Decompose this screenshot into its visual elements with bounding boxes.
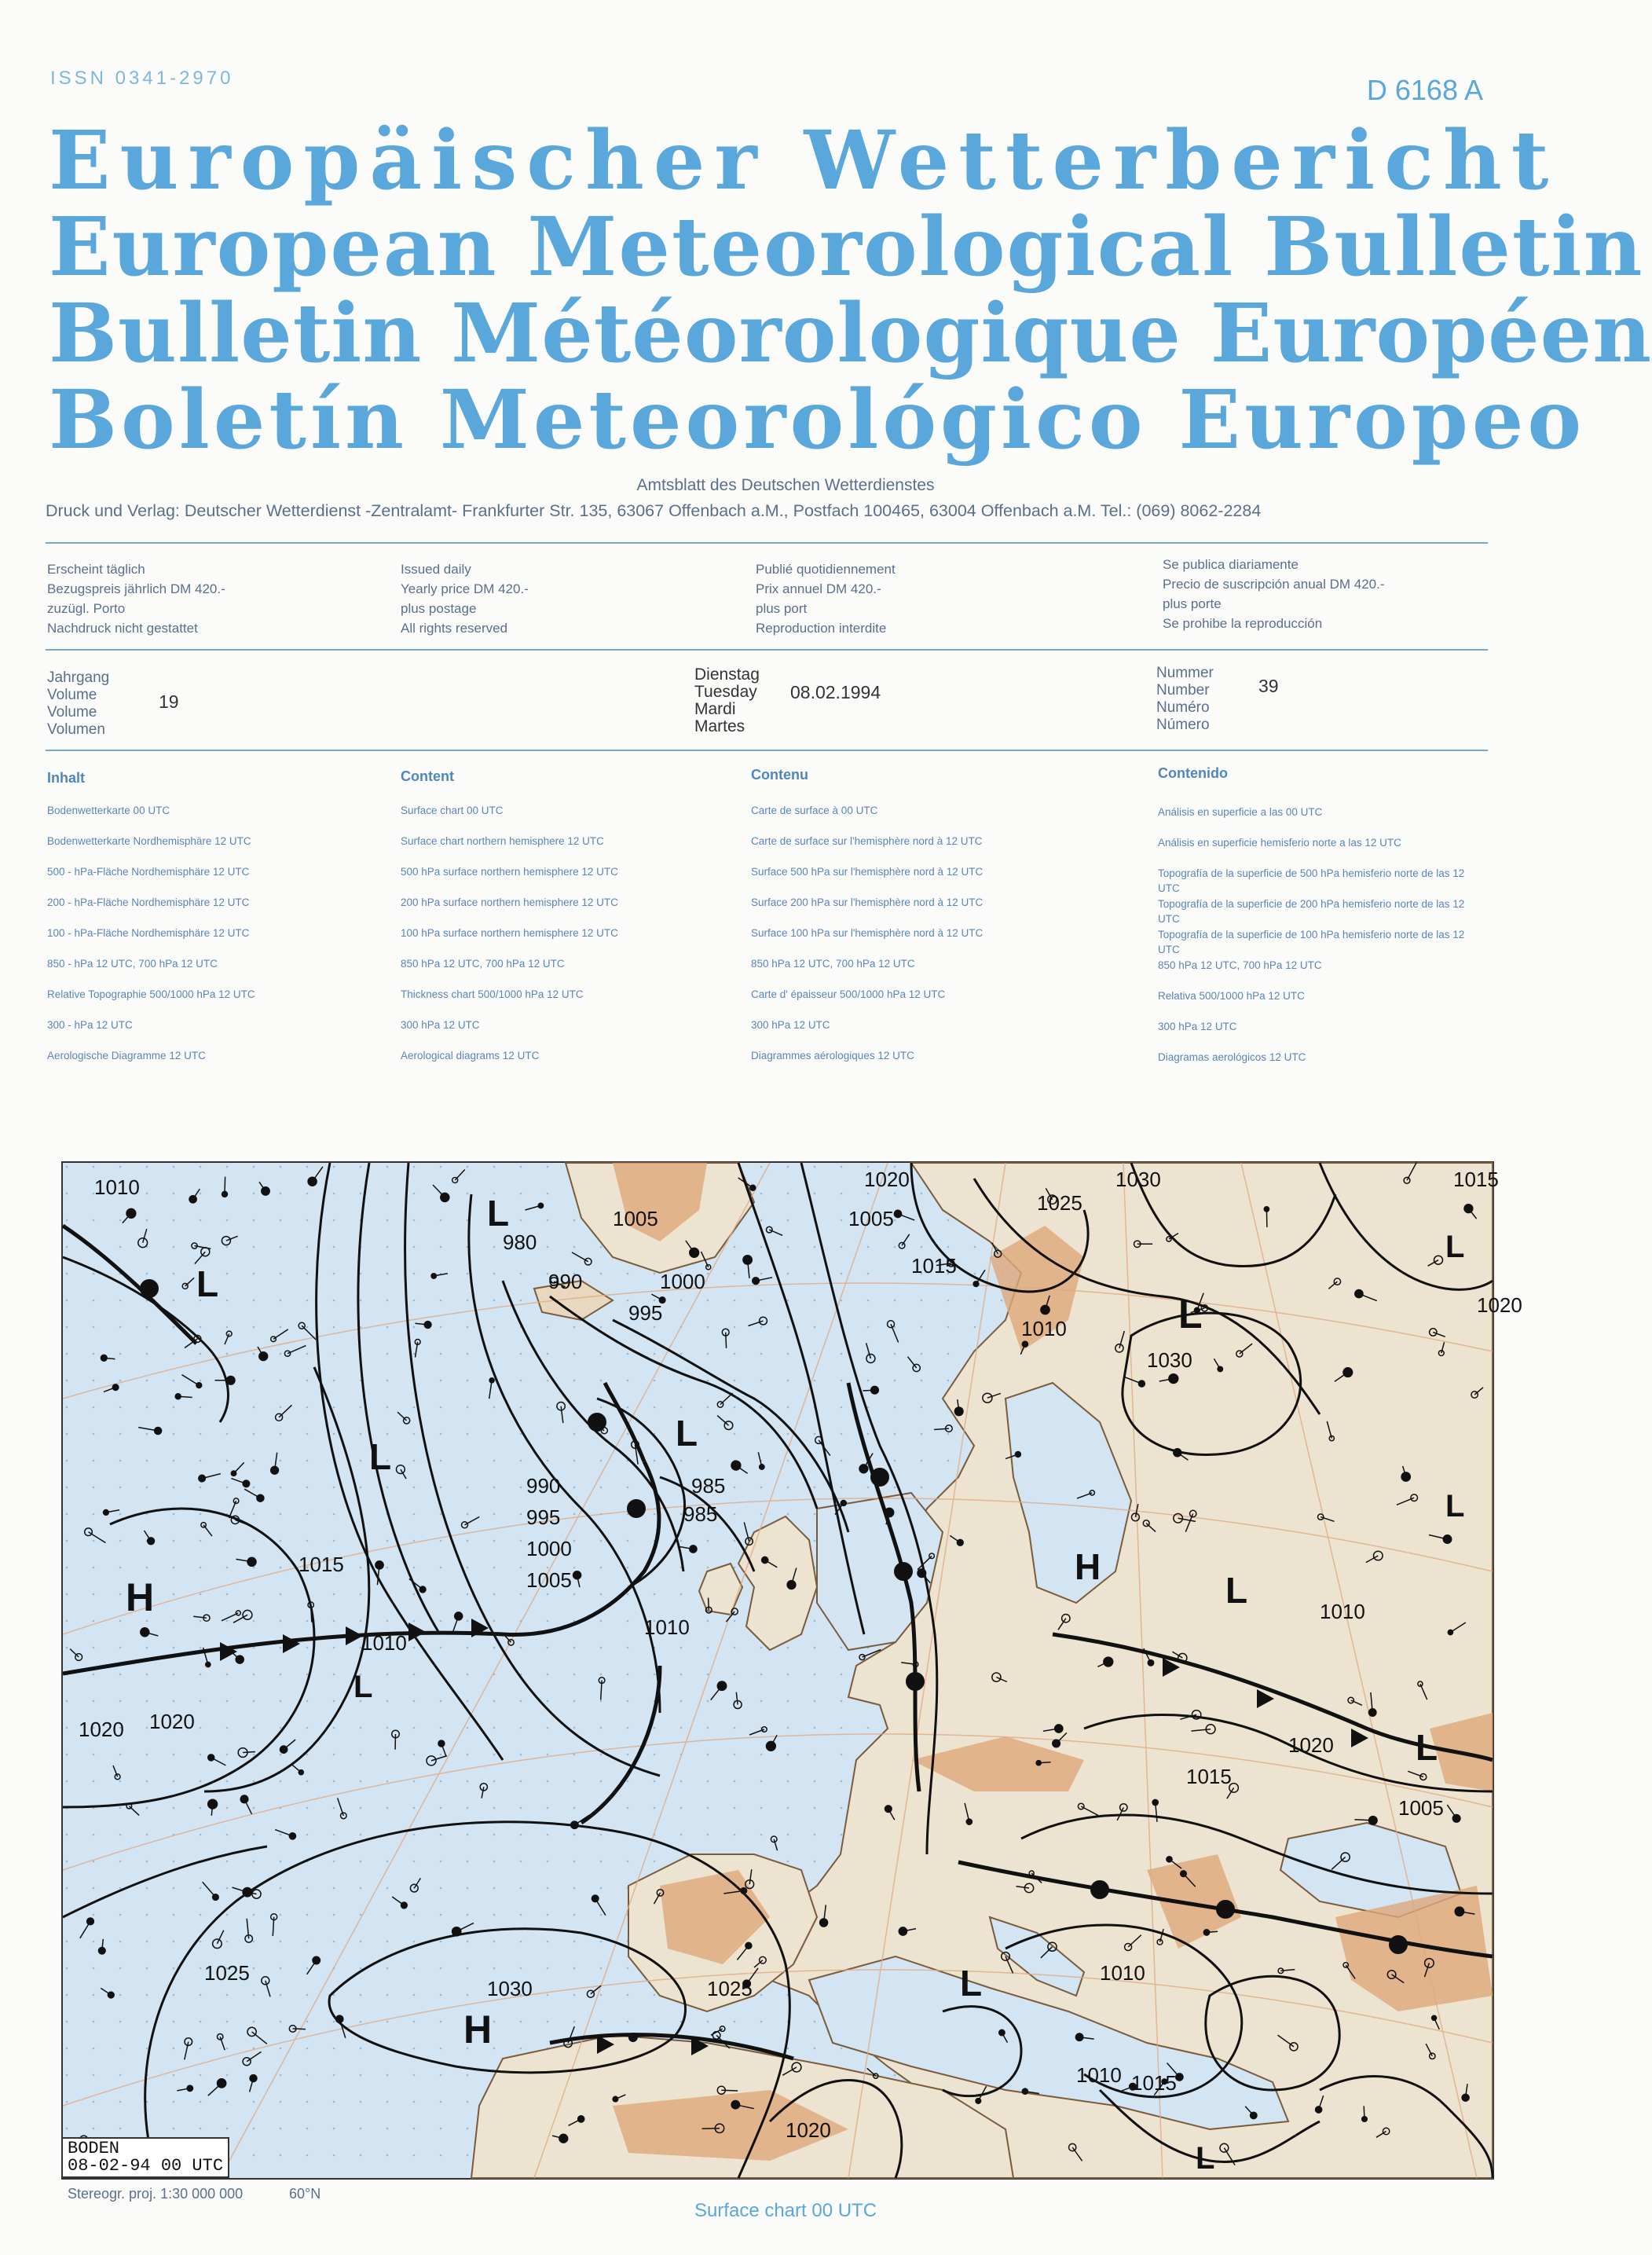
contents-item: 500 hPa surface northern hemisphere 12 UTC bbox=[401, 866, 618, 878]
isobar-label: 1015 bbox=[1131, 2071, 1177, 2095]
isobar-label: 1010 bbox=[1076, 2063, 1122, 2087]
station-marker bbox=[243, 1480, 250, 1487]
isobar-label: 1025 bbox=[204, 1961, 250, 1985]
front-symbol bbox=[1216, 1900, 1235, 1919]
station-wind-barb bbox=[293, 2029, 306, 2030]
stamp-line-2: 08-02-94 00 UTC bbox=[68, 2156, 224, 2176]
contents-item: 300 hPa 12 UTC bbox=[751, 1019, 830, 1031]
contents-item: Surface 200 hPa sur l'hemisphère nord à 12 UTC bbox=[751, 896, 984, 908]
station-wind-barb bbox=[1038, 1762, 1050, 1763]
isobar-label: 1020 bbox=[864, 1168, 910, 1191]
divider bbox=[46, 649, 1488, 651]
contents-item: Aerologische Diagramme 12 UTC bbox=[47, 1050, 206, 1062]
contents-item: Thickness chart 500/1000 hPa 12 UTC bbox=[401, 988, 584, 1000]
contents-item: Carte d' épaisseur 500/1000 hPa 12 UTC bbox=[751, 988, 946, 1000]
front-symbol bbox=[870, 1468, 889, 1487]
contents-item: 850 hPa 12 UTC, 700 hPa 12 UTC bbox=[401, 958, 565, 970]
contents-item: Surface chart northern hemisphere 12 UTC bbox=[401, 835, 604, 847]
stamp-line-1: BODEN bbox=[68, 2139, 120, 2158]
contents-item: Diagrammes aérologiques 12 UTC bbox=[751, 1050, 914, 1062]
station-wind-barb bbox=[726, 1333, 727, 1348]
front-symbol bbox=[1090, 1880, 1109, 1899]
contents-heading-en: Content bbox=[401, 768, 454, 784]
isobar-label: 1020 bbox=[1477, 1293, 1522, 1317]
isobar-label: 1010 bbox=[644, 1615, 690, 1639]
isobar-label: 1010 bbox=[1100, 1961, 1145, 1985]
contents-item: 300 hPa 12 UTC bbox=[401, 1019, 480, 1031]
contents-item: Relative Topographie 500/1000 hPa 12 UTC bbox=[47, 988, 255, 1000]
title-german: Europäischer Wetterbericht bbox=[49, 113, 1559, 208]
volume-value: 19 bbox=[159, 691, 179, 712]
isobar-label: 1015 bbox=[299, 1553, 344, 1576]
contents-item: 850 - hPa 12 UTC, 700 hPa 12 UTC bbox=[47, 958, 218, 970]
station-marker bbox=[1022, 1341, 1027, 1347]
station-marker bbox=[455, 1612, 463, 1620]
low-pressure-center: L bbox=[1196, 2141, 1215, 2176]
subscription-fr: Publié quotidiennement Prix annuel DM 420.- plus port Reproduction interdite bbox=[756, 562, 896, 636]
isobar-label: 1020 bbox=[149, 1710, 195, 1733]
divider bbox=[46, 542, 1488, 544]
isobar-label: 1000 bbox=[660, 1270, 705, 1293]
title-spanish: Boletín Meteorológico Europeo bbox=[49, 372, 1586, 468]
front-symbol bbox=[140, 1279, 159, 1298]
isobar-label: 1030 bbox=[487, 1977, 533, 2000]
low-pressure-center: L bbox=[353, 1670, 373, 1704]
contents-item: Surface chart 00 UTC bbox=[401, 805, 504, 816]
low-pressure-center: L bbox=[1416, 1727, 1438, 1768]
contents-item: 200 hPa surface northern hemisphere 12 UTC bbox=[401, 896, 618, 908]
isobar-label: 1010 bbox=[361, 1631, 407, 1655]
low-pressure-center: L bbox=[1445, 1230, 1465, 1264]
isobar-label: 1005 bbox=[613, 1207, 658, 1230]
number-labels: Nummer Number Numéro Número bbox=[1156, 665, 1214, 733]
volume-labels: Jahrgang Volume Volume Volumen bbox=[47, 669, 110, 738]
contents-heading-es: Contenido bbox=[1158, 765, 1228, 781]
station-marker bbox=[859, 1465, 868, 1473]
issn: ISSN 0341-2970 bbox=[50, 68, 234, 89]
isobar-label: 1025 bbox=[707, 1977, 753, 2000]
isobar-label: 1020 bbox=[79, 1718, 124, 1741]
contents-item: 100 hPa surface northern hemisphere 12 UTC bbox=[401, 927, 618, 939]
low-pressure-center: L bbox=[1445, 1489, 1465, 1524]
contents-item: Bodenwetterkarte Nordhemisphäre 12 UTC bbox=[47, 835, 251, 847]
subscription-de: Erscheint täglich Bezugspreis jährlich DM 420.- zuzügl. Porto Nachdruck nicht gestattet bbox=[47, 562, 225, 636]
latitude-note: 60°N bbox=[289, 2186, 321, 2202]
low-pressure-center: L bbox=[960, 1963, 983, 2004]
chart-stamp bbox=[61, 2137, 229, 2178]
day-labels: Dienstag Tuesday Mardi Martes bbox=[694, 666, 760, 735]
title-english: European Meteorological Bulletin bbox=[49, 200, 1644, 295]
low-pressure-center: L bbox=[676, 1413, 698, 1454]
isobar-label: 990 bbox=[526, 1474, 561, 1498]
contents-item: Diagramas aerológicos 12 UTC bbox=[1158, 1051, 1306, 1063]
station-marker bbox=[578, 2116, 584, 2122]
isobar-label: 1005 bbox=[848, 1207, 894, 1230]
isobar-label: 1025 bbox=[1037, 1191, 1082, 1215]
front-symbol bbox=[906, 1672, 925, 1691]
front-symbol bbox=[894, 1562, 913, 1581]
isobar-label: 1010 bbox=[94, 1175, 140, 1199]
isobar-label: 1005 bbox=[1398, 1796, 1444, 1820]
front-symbol bbox=[1389, 1935, 1408, 1954]
station-marker bbox=[1148, 1660, 1153, 1666]
contents-heading-fr: Contenu bbox=[751, 767, 808, 783]
station-marker bbox=[208, 1754, 214, 1761]
isobar-label: 1020 bbox=[786, 2118, 831, 2142]
subscription-en: Issued daily Yearly price DM 420.- plus postage All rights reserved bbox=[401, 562, 529, 636]
contents-item: Bodenwetterkarte 00 UTC bbox=[47, 805, 170, 816]
station-marker bbox=[1169, 1374, 1178, 1384]
low-pressure-center: L bbox=[196, 1263, 219, 1304]
chart-caption: Surface chart 00 UTC bbox=[694, 2200, 877, 2221]
contents-item: 300 - hPa 12 UTC bbox=[47, 1019, 133, 1031]
isobar-label: 1010 bbox=[1320, 1600, 1365, 1623]
high-pressure-center: H bbox=[1075, 1546, 1101, 1587]
isobar-label: 985 bbox=[683, 1502, 718, 1526]
divider bbox=[46, 750, 1488, 751]
isobar-label: 1005 bbox=[526, 1568, 572, 1592]
contents-item: Surface 500 hPa sur l'hemisphère nord à 12 UTC bbox=[751, 866, 984, 878]
title-french: Bulletin Météorologique Européen bbox=[49, 286, 1652, 381]
contents-item: 100 - hPa-Fläche Nordhemisphäre 12 UTC bbox=[47, 927, 250, 939]
publisher-line: Druck und Verlag: Deutscher Wetterdienst -Zentralamt- Frankfurter Str. 135, 63067 Offenbach a.M., Postfach 100465, 63004 Offenbach a.M. Tel.: (069) 8062-2284 bbox=[46, 501, 1262, 520]
isobar-label: 1015 bbox=[1453, 1168, 1499, 1191]
isobar-label: 985 bbox=[691, 1474, 726, 1498]
isobar-label: 1015 bbox=[911, 1254, 957, 1278]
station-marker bbox=[148, 1538, 155, 1545]
contents-item: Topografía de la superficie de 200 hPa hemisferio norte de las 12 UTC bbox=[1158, 898, 1465, 925]
low-pressure-center: L bbox=[1225, 1570, 1248, 1611]
station-marker bbox=[189, 1196, 196, 1203]
projection-note: Stereogr. proj. 1:30 000 000 bbox=[68, 2186, 244, 2202]
station-marker bbox=[885, 1806, 892, 1813]
station-wind-barb bbox=[721, 2090, 738, 2091]
isobar-label: 995 bbox=[526, 1505, 561, 1529]
station-marker bbox=[731, 1461, 741, 1470]
document-number: D 6168 A bbox=[1366, 74, 1483, 106]
station-wind-barb bbox=[863, 1390, 874, 1391]
station-wind-barb bbox=[243, 1752, 255, 1753]
high-pressure-center: H bbox=[126, 1575, 155, 1619]
issue-date: 08.02.1994 bbox=[790, 682, 881, 702]
amtsblatt: Amtsblatt des Deutschen Wetterdienstes bbox=[636, 476, 935, 494]
contents-item: Análisis en superficie a las 00 UTC bbox=[1158, 806, 1323, 818]
contents-item: Análisis en superficie hemisferio norte a las 12 UTC bbox=[1158, 837, 1401, 849]
surface-chart-svg bbox=[63, 1163, 1522, 2178]
front-symbol bbox=[627, 1499, 646, 1518]
station-wind-barb bbox=[1266, 1209, 1267, 1227]
contents-item: 850 hPa 12 UTC, 700 hPa 12 UTC bbox=[751, 958, 915, 970]
contents-item: Relativa 500/1000 hPa 12 UTC bbox=[1158, 990, 1305, 1002]
contents-item: 850 hPa 12 UTC, 700 hPa 12 UTC bbox=[1158, 959, 1322, 971]
surface-chart bbox=[61, 1161, 1522, 2180]
contents-item: 300 hPa 12 UTC bbox=[1158, 1021, 1237, 1032]
contents-item: 500 - hPa-Fläche Nordhemisphäre 12 UTC bbox=[47, 866, 250, 878]
isobar-label: 1000 bbox=[526, 1537, 572, 1560]
isobar-label: 1030 bbox=[1147, 1348, 1192, 1372]
isobar-label: 980 bbox=[503, 1230, 537, 1254]
isobar-label: 1015 bbox=[1186, 1765, 1232, 1788]
contents-item: Topografía de la superficie de 100 hPa hemisferio norte de las 12 UTC bbox=[1158, 929, 1465, 955]
front-symbol bbox=[588, 1413, 606, 1432]
station-marker bbox=[112, 1384, 119, 1391]
subscription-es: Se publica diariamente Precio de suscripción anual DM 420.- plus porte Se prohibe la reproducción bbox=[1163, 557, 1385, 631]
low-pressure-center: L bbox=[487, 1193, 510, 1234]
contents-item: Surface 100 hPa sur l'hemisphère nord à 12 UTC bbox=[751, 927, 984, 939]
contents-item: Aerological diagrams 12 UTC bbox=[401, 1050, 540, 1062]
isobar-label: 1020 bbox=[1288, 1733, 1334, 1757]
low-pressure-center: L bbox=[1178, 1292, 1203, 1336]
station-marker bbox=[87, 1918, 94, 1925]
contents-item: 200 - hPa-Fläche Nordhemisphäre 12 UTC bbox=[47, 896, 250, 908]
isobar-label: 1030 bbox=[1115, 1168, 1161, 1191]
isobar-label: 1010 bbox=[1021, 1317, 1067, 1340]
station-marker bbox=[1355, 1290, 1363, 1298]
contents-item: Carte de surface à 00 UTC bbox=[751, 805, 878, 816]
contents-item: Topografía de la superficie de 500 hPa hemisferio norte de las 12 UTC bbox=[1158, 867, 1465, 894]
isobar-label: 990 bbox=[548, 1270, 583, 1293]
isobar-label: 995 bbox=[628, 1301, 663, 1325]
title-block bbox=[49, 113, 1652, 468]
station-marker bbox=[690, 1248, 699, 1257]
high-pressure-center: H bbox=[463, 2008, 493, 2052]
contents-item: Carte de surface sur l'hemisphère nord à 12 UTC bbox=[751, 835, 983, 847]
low-pressure-center: L bbox=[369, 1436, 392, 1477]
contents-heading-de: Inhalt bbox=[47, 770, 85, 786]
issue-number: 39 bbox=[1258, 676, 1279, 696]
